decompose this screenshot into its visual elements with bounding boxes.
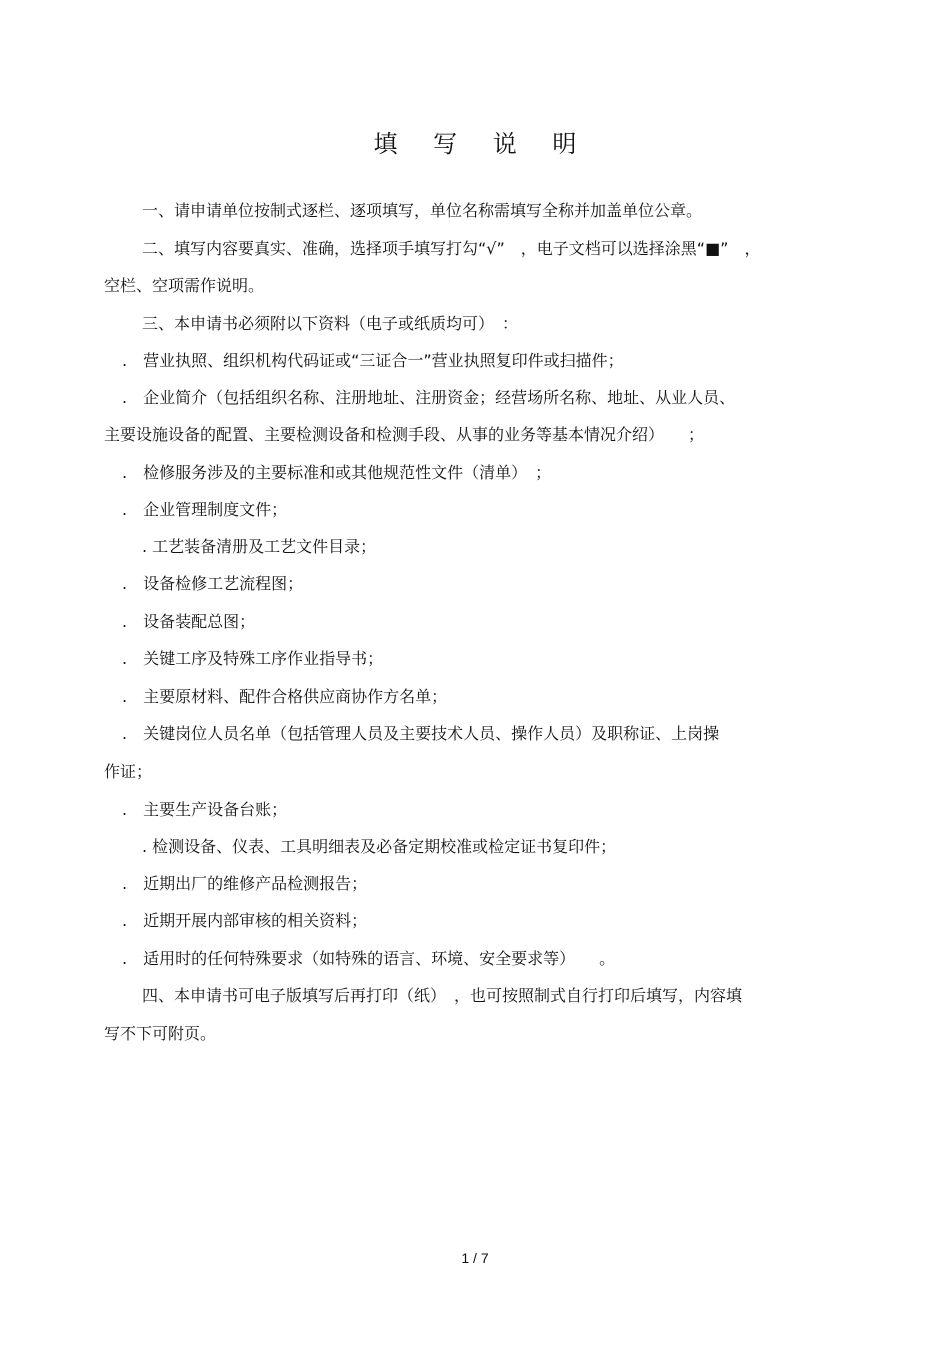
paragraph-1: 一、请申请单位按制式逐栏、逐项填写，单位名称需填写全称并加盖单位公章。 [142,201,703,220]
list-item: . 检修服务涉及的主要标准和或其他规范性文件（清单） ； [122,463,552,482]
paragraph-4: 四、本申请书可电子版填写后再打印（纸） ，也可按照制式自行打印后填写，内容填 [142,986,743,1005]
paragraph-2: 二、填写内容要真实、准确，选择项手填写打勾“√” ，电子文档可以选择涂黑“■” ， [142,239,761,258]
list-item: . 检测设备、仪表、工具明细表及必备定期校准或检定证书复印件； [142,837,617,856]
list-item: . 关键岗位人员名单（包括管理人员及主要技术人员、操作人员）及职称证、上岗操 [122,724,720,743]
list-item: . 近期出厂的维修产品检测报告； [122,874,368,893]
list-item-cont: 作证； [104,762,153,781]
paragraph-2-cont: 空栏、空项需作说明。 [104,276,265,295]
list-item: . 企业管理制度文件； [122,500,288,519]
list-item: . 近期开展内部审核的相关资料； [122,911,368,930]
list-item: . 工艺装备清册及工艺文件目录； [142,537,377,556]
paragraph-4-cont: 写不下可附页。 [104,1024,217,1043]
list-item: . 企业简介（包括组织名称、注册地址、注册资金；经营场所名称、地址、从业人员、 [122,388,736,407]
list-item: . 营业执照、组织机构代码证或“三证合一”营业执照复印件或扫描件； [122,351,624,370]
list-item: . 主要原材料、配件合格供应商协作方名单； [122,687,448,706]
list-item: . 主要生产设备台账； [122,800,288,819]
list-item-cont: 主要设施设备的配置、主要检测设备和检测手段、从事的业务等基本情况介绍） ； [104,425,705,444]
list-item: . 设备装配总图； [122,612,256,631]
list-item: . 设备检修工艺流程图； [122,574,304,593]
page-number: 1 / 7 [461,1250,489,1266]
page-title: 填 写 说 明 [373,130,591,158]
list-item: . 适用时的任何特殊要求（如特殊的语言、环境、安全要求等） 。 [122,949,616,968]
paragraph-3: 三、本申请书必须附以下资料（电子或纸质均可） ： [142,314,519,333]
list-item: . 关键工序及特殊工序作业指导书； [122,649,384,668]
